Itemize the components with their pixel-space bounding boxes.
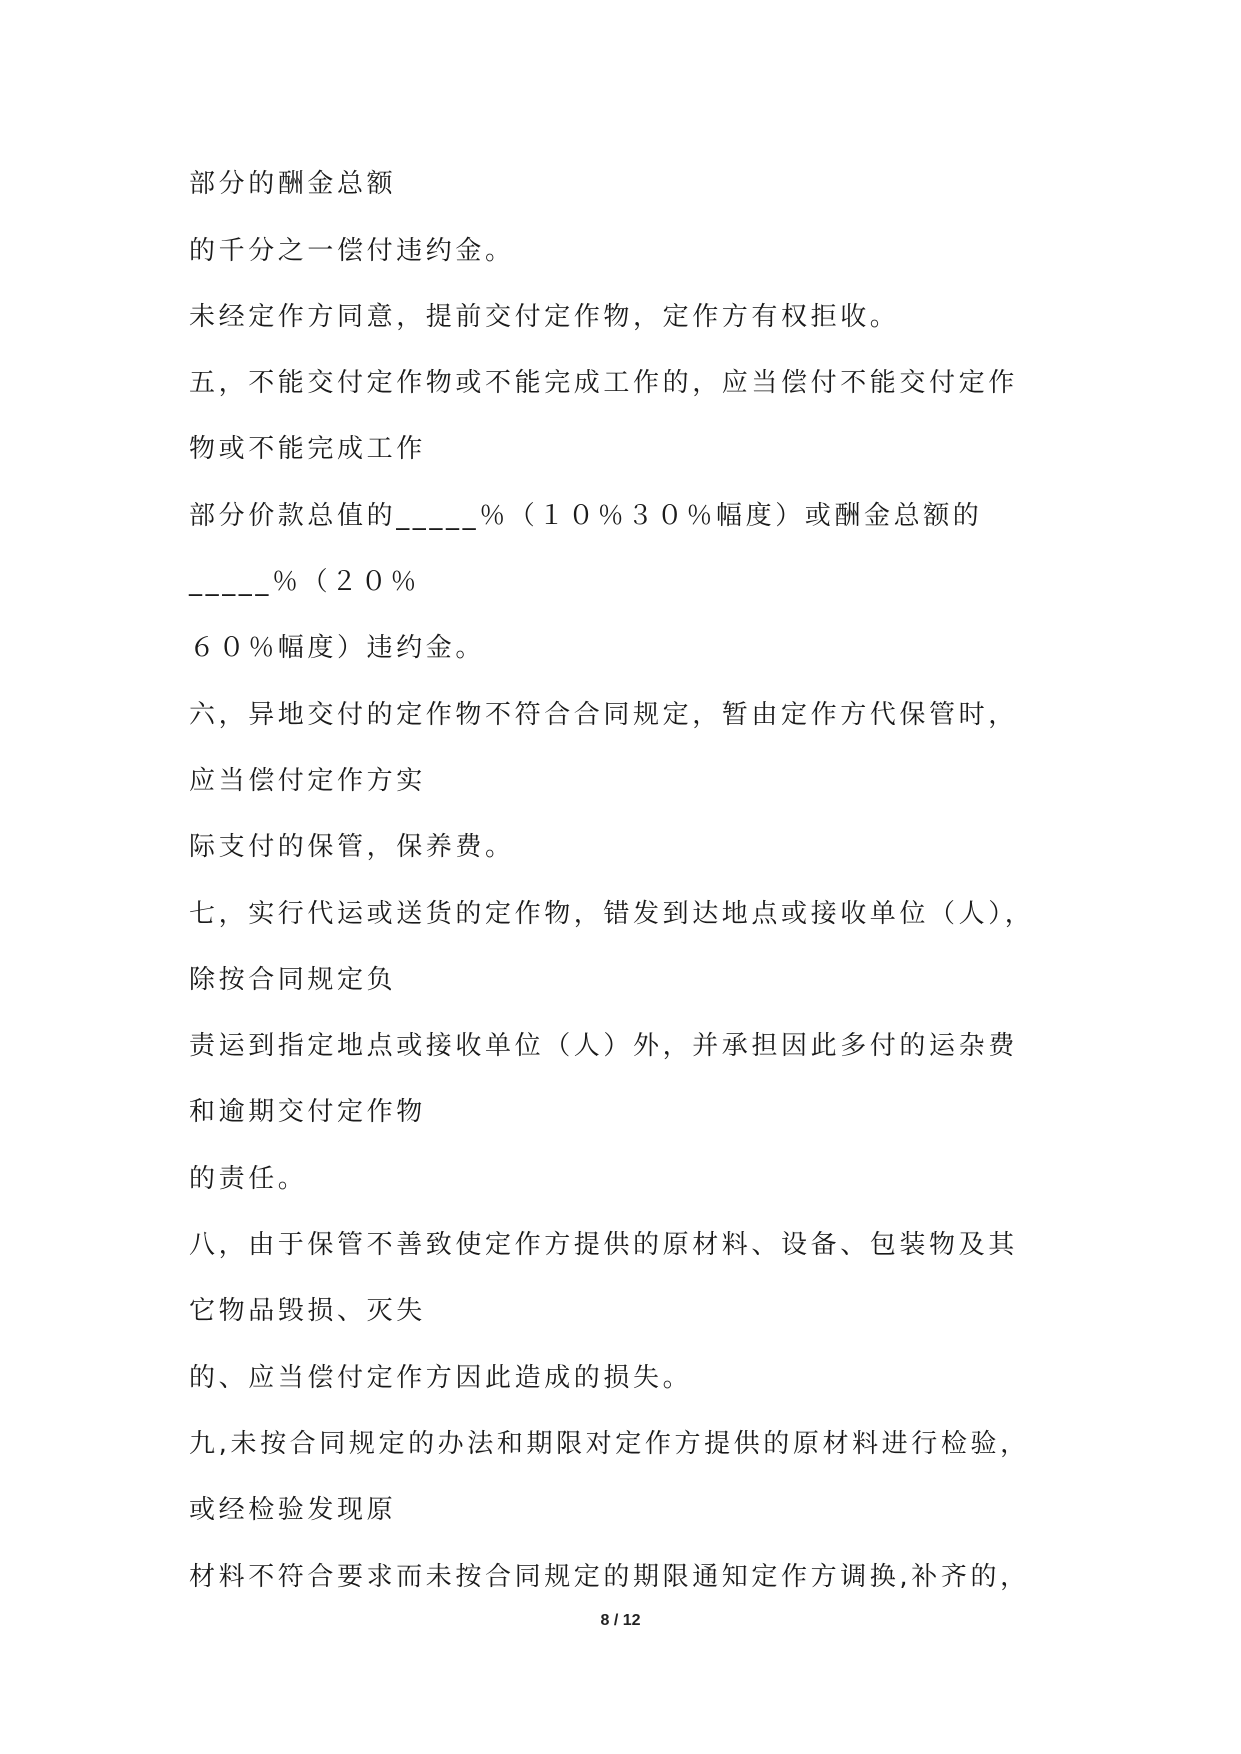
- text-line: _____％（２０％: [189, 567, 421, 597]
- text-line: 物或不能完成工作: [189, 434, 426, 464]
- text-line: 的千分之一偿付违约金。: [189, 236, 515, 266]
- text-line: 责运到指定地点或接收单位（人）外，并承担因此多付的运杂费: [189, 1031, 1018, 1061]
- text-line: 或经检验发现原: [189, 1495, 397, 1525]
- text-line: 的责任。: [189, 1164, 308, 1194]
- text-line: 八，由于保管不善致使定作方提供的原材料、设备、包装物及其: [189, 1230, 1018, 1260]
- text-line: ６０％幅度）违约金。: [189, 633, 486, 663]
- text-line: 六，异地交付的定作物不符合合同规定，暂由定作方代保管时，: [189, 700, 1018, 730]
- text-line: 五，不能交付定作物或不能完成工作的，应当偿付不能交付定作: [189, 368, 1018, 398]
- text-line: 九,未按合同规定的办法和期限对定作方提供的原材料进行检验，: [189, 1429, 1030, 1459]
- text-line: 它物品毁损、灭失: [189, 1296, 426, 1326]
- text-line: 际支付的保管，保养费。: [189, 832, 515, 862]
- text-line: 的、应当偿付定作方因此造成的损失。: [189, 1363, 693, 1393]
- page-number: 8 / 12: [600, 1612, 641, 1629]
- text-line: 和逾期交付定作物: [189, 1097, 426, 1127]
- text-line: 应当偿付定作方实: [189, 766, 426, 796]
- text-line: 材料不符合要求而未按合同规定的期限通知定作方调换,补齐的，: [189, 1562, 1030, 1592]
- text-line: 部分的酬金总额: [189, 169, 397, 199]
- text-line: 未经定作方同意，提前交付定作物，定作方有权拒收。: [189, 302, 900, 332]
- text-line: 七，实行代运或送货的定作物，错发到达地点或接收单位（人），: [189, 899, 1035, 929]
- text-line: 除按合同规定负: [189, 965, 397, 995]
- text-line: 部分价款总值的_____％（１０％３０％幅度）或酬金总额的: [189, 501, 983, 531]
